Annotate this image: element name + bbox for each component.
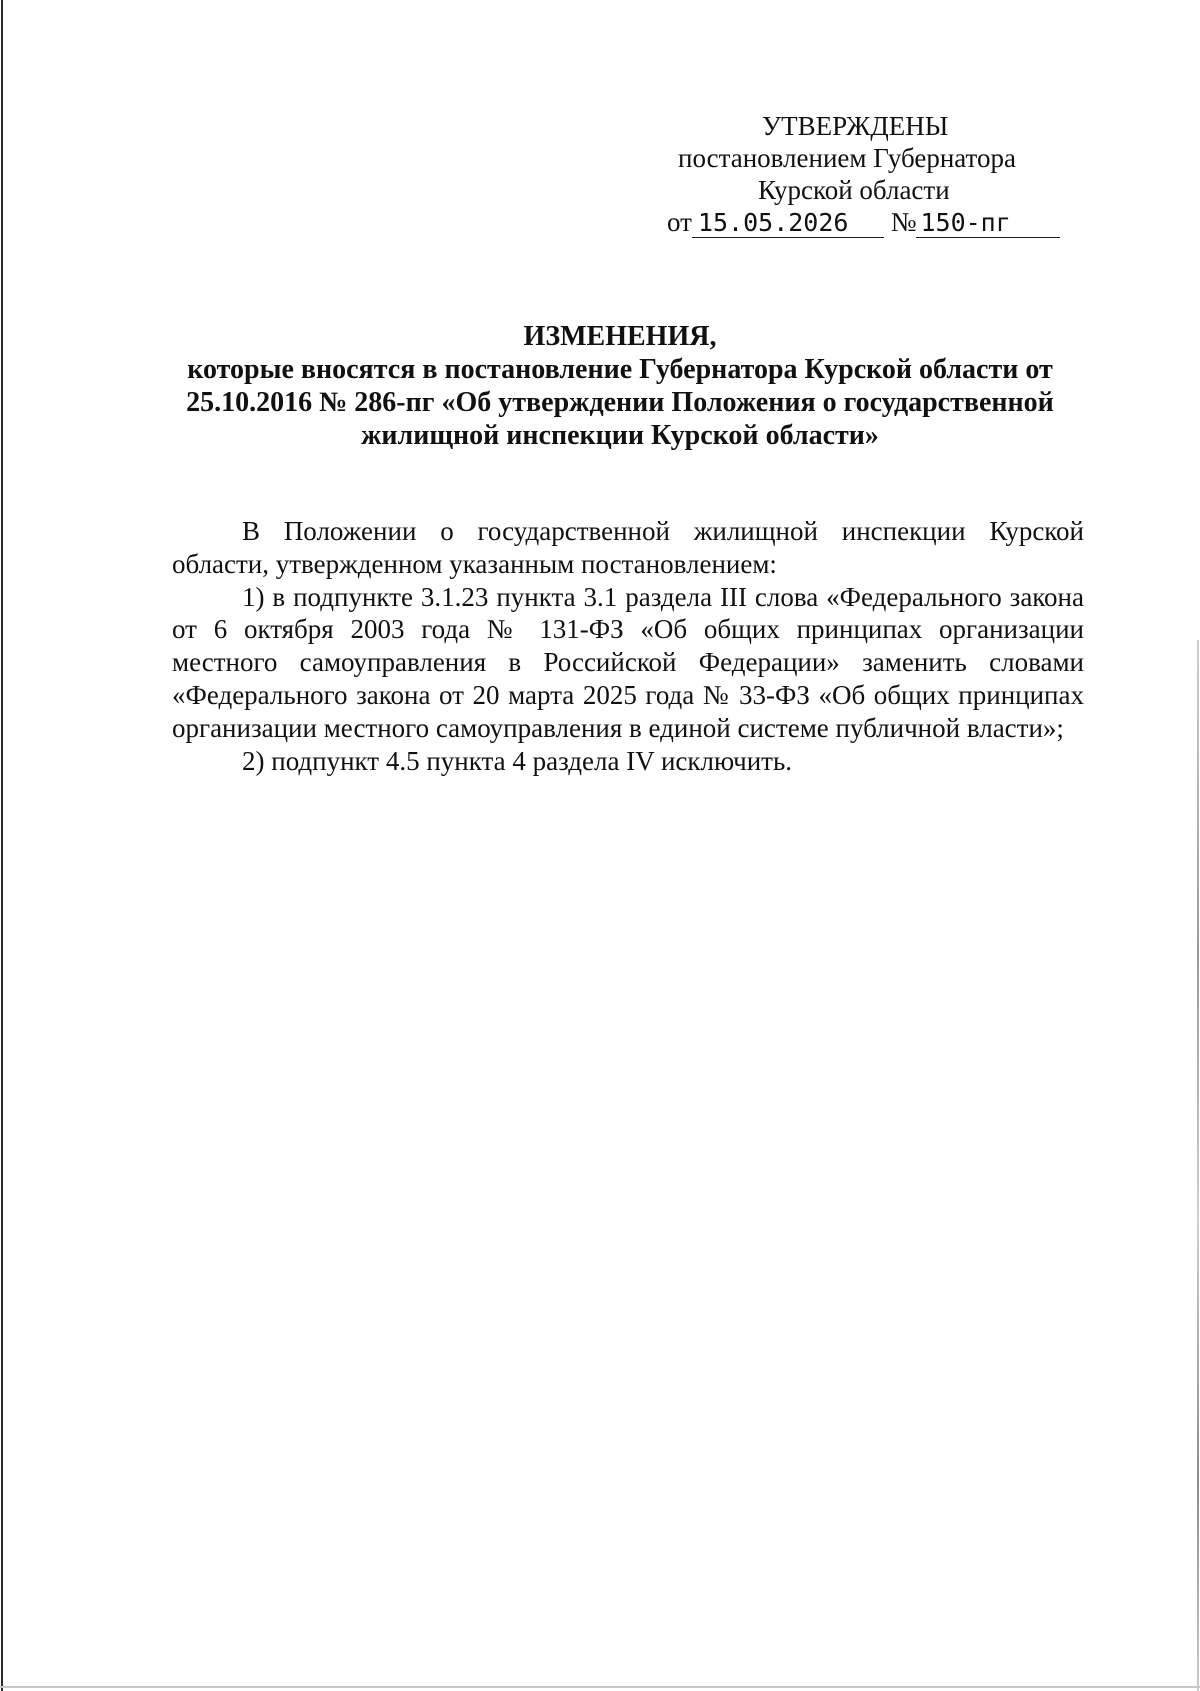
scan-edge-bottom [0,1686,1200,1688]
change-item-2: 2) подпункт 4.5 пункта 4 раздела IV исключить. [242,745,793,776]
intro-paragraph: В Положении о государственной жилищной инспекции Курской области, утвержденном указанным постановлением: [172,516,1084,579]
approval-heading: УТВЕРЖДЕНЫ [762,111,949,141]
number-prefix: № [890,207,917,237]
decree-number: 150-пг [916,209,1060,238]
document-body [172,515,1084,777]
scan-edge-right [1197,640,1199,1691]
approval-issuer: постановлением Губернатора [678,143,1016,173]
title-subline-2: 25.10.2016 № 286-пг «Об утверждении Положения о государственной [186,387,1054,418]
title-subline-3: жилищной инспекции Курской области» [361,420,879,451]
document-title [140,320,1100,452]
approval-date-number [640,206,1060,238]
approval-block [640,110,1060,238]
date-prefix: от [667,207,692,237]
change-item-1: 1) в подпункте 3.1.23 пункта 3.1 раздела III слова «Федерального закона от 6 октября 2003 года № 131-ФЗ «Об общих принципах организации местного самоуправления в Российской Федерации» заменить словами «Федерального закона от 20 марта 2025 года № 33-ФЗ «Об общих принципах организации местного самоуправления в единой системе публичной власти»; [172,581,1084,743]
title-main: ИЗМЕНЕНИЯ, [523,321,717,352]
title-subline-1: которые вносятся в постановление Губернатора Курской области от [187,354,1053,385]
decree-date: 15.05.2026 [692,209,884,238]
scan-edge-left [1,0,3,1691]
approval-region: Курской области [758,175,950,205]
